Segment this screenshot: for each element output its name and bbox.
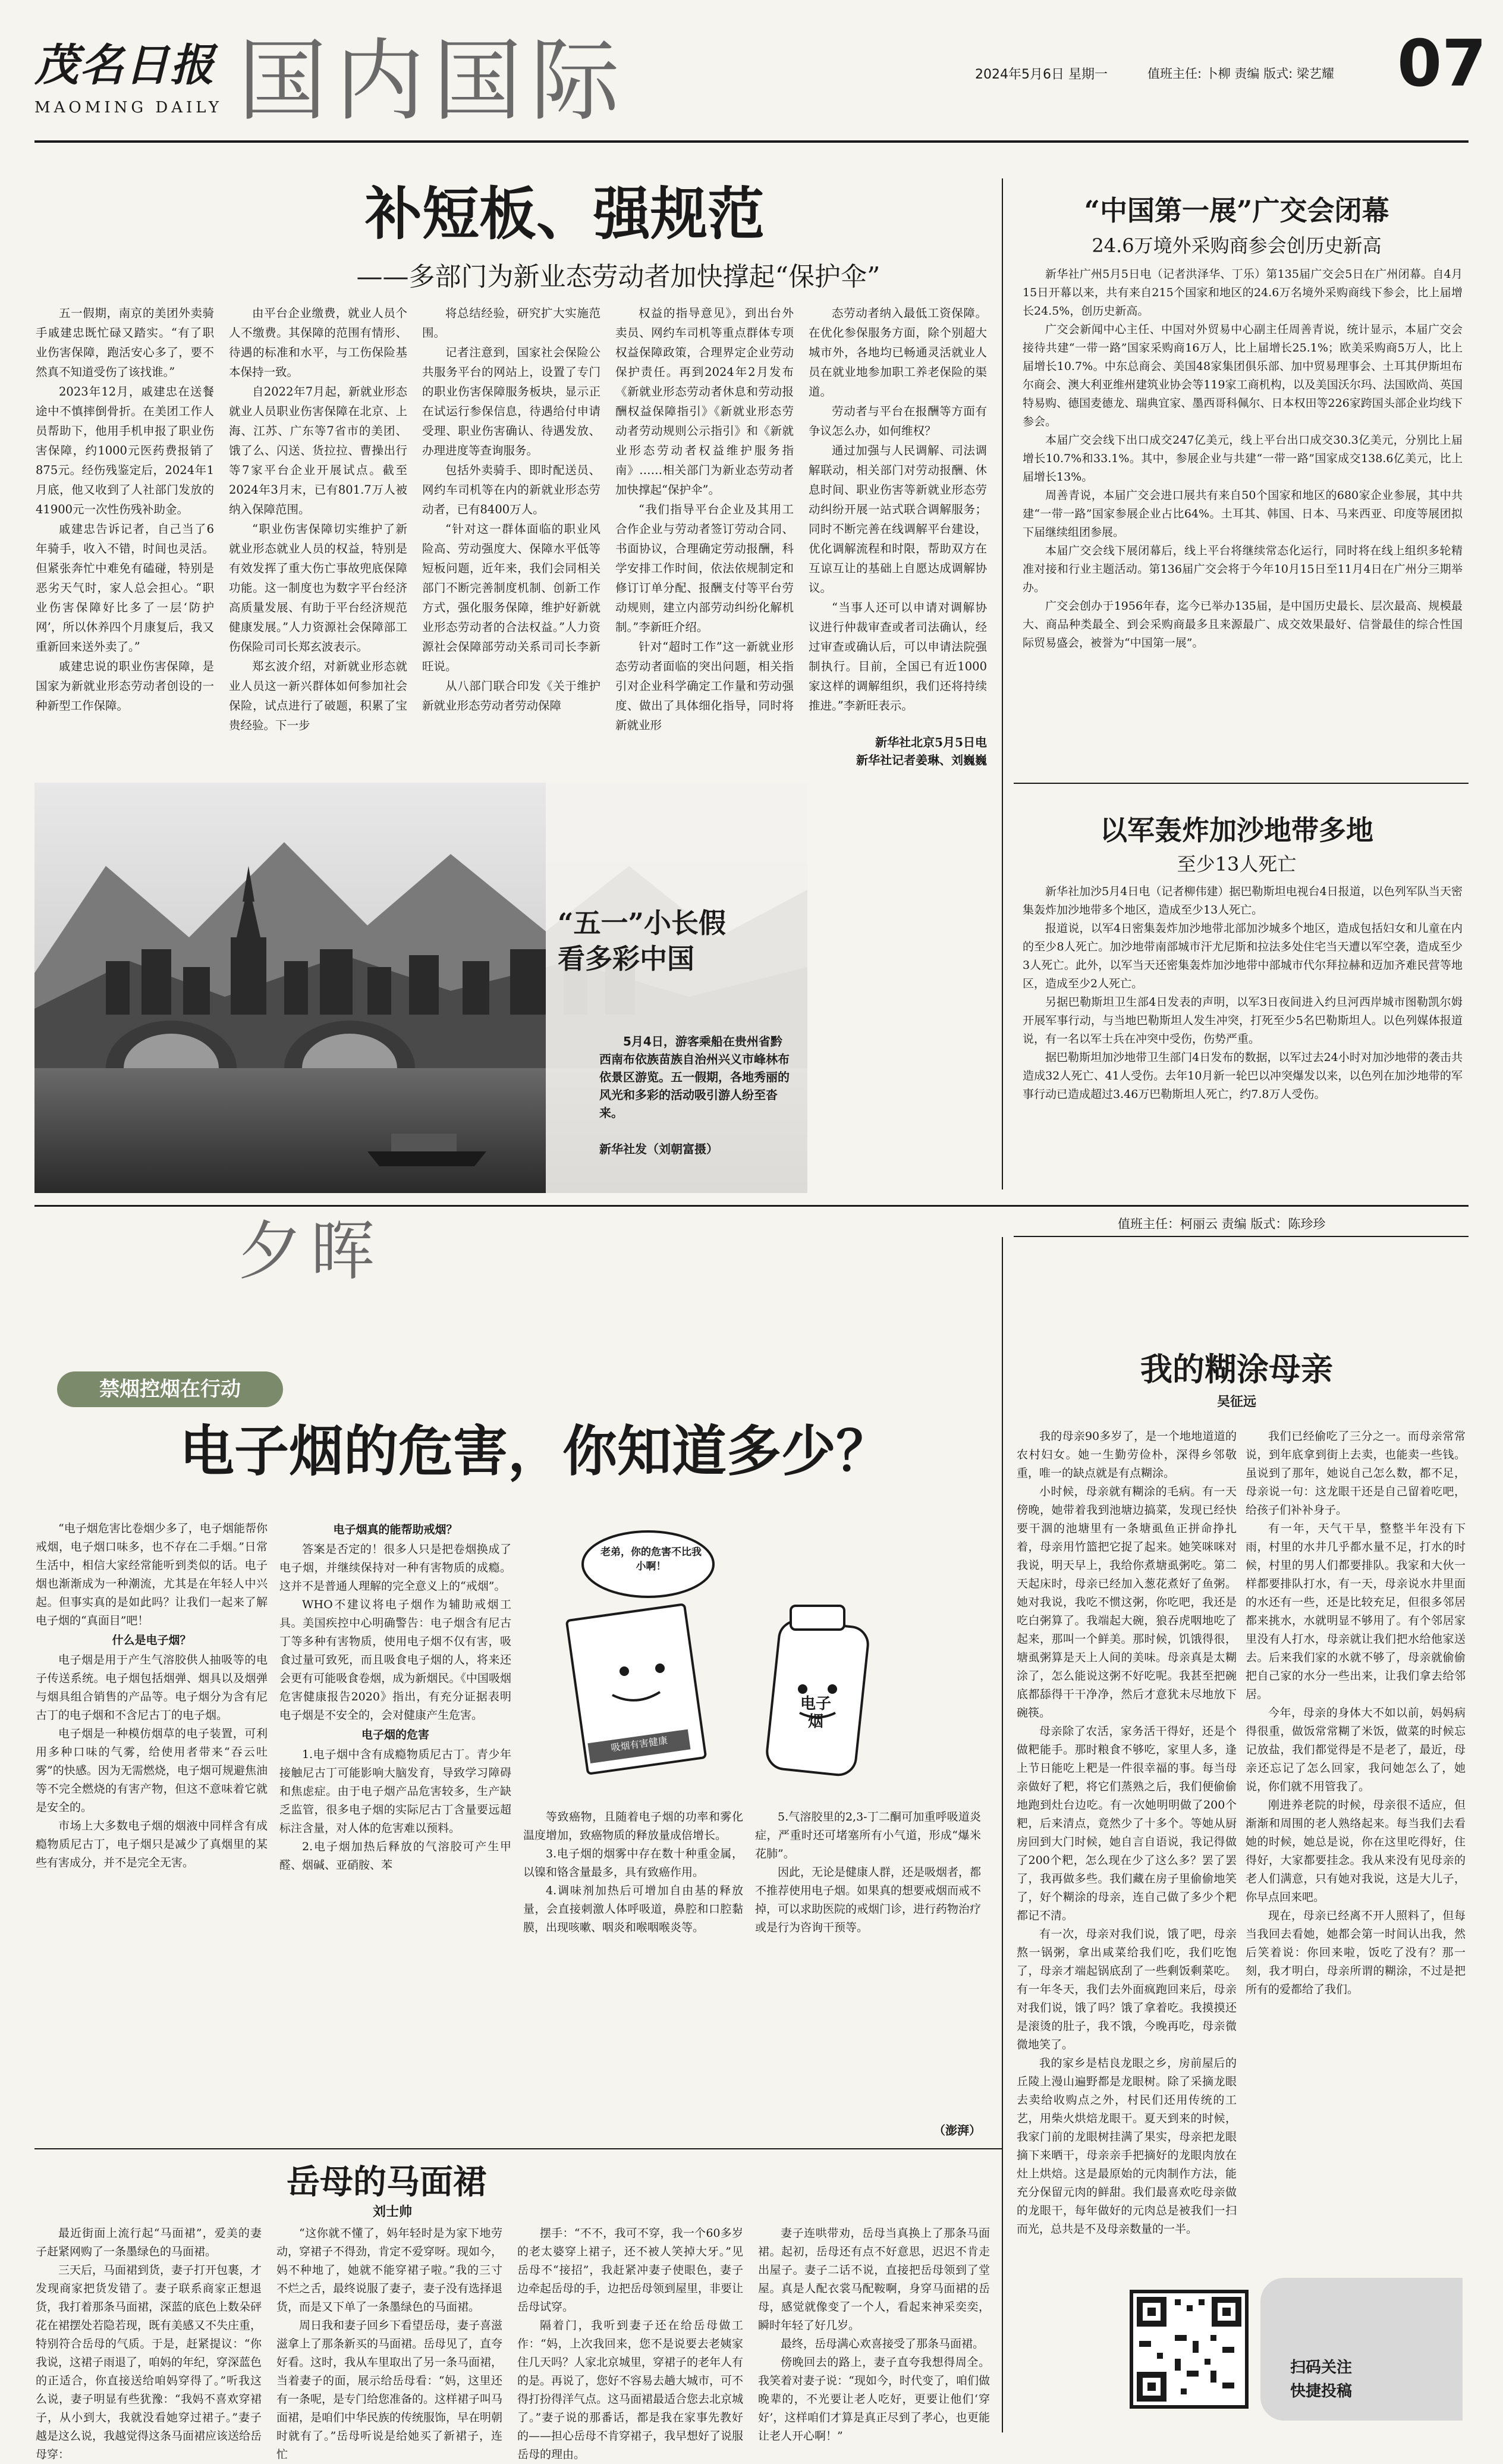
story3-headline: 以军轰炸加沙地带多地 — [1100, 814, 1373, 846]
paragraph: 报道说，以军4日密集轰炸加沙地带北部加沙城多个地区，造成包括妇女和儿童在内的至少8人死亡。加沙地带南部城市汗尤尼斯和拉法多处住宅当天遭以军空袭，造成至少3人死亡。此外，以军当天还密集轰炸加沙地带中部城市代尔拜拉赫和迈加齐难民营等地区，造成至少2人死亡。 — [1023, 922, 1463, 990]
paragraph: 1.电子烟中含有成瘾物质尼古丁。青少年接触尼古丁可能影响大脑发育，导致学习障碍和焦虑症。由于电子烟产品危害较多，生产缺乏监管，很多电子烟的实际尼古丁含量要远超标注含量，对人体的危害难以预料。 — [279, 1748, 511, 1835]
paragraph: 周善青说，本届广交会进口展共有来自50个国家和地区的680家企业参展，其中共建“一带一路”国家参展企业占比64%。土耳其、韩国、日本、马来西亚、印度等展团拟下届继续组团参展。 — [1023, 489, 1463, 539]
skirt-col2 — [276, 2224, 503, 2461]
story-divider — [1014, 783, 1469, 784]
paragraph: 傍晚回去的路上，妻子直夸我想得周全。我笑着对妻子说：“现如今，时代变了，咱们做晚辈的，不光要让老人吃好，更要让他们‘穿好’，这样咱们才算是真正尽到了孝心，也更能让老人开心啊！” — [758, 2356, 990, 2443]
story1-subhead: ——多部门为新业态劳动者加快撑起“保护伞” — [356, 262, 881, 292]
skirt-col3 — [517, 2224, 744, 2461]
cartoon-bubble-text: 老弟，你的危害不比我小啊！ — [600, 1546, 702, 1572]
ecig-headline: 电子烟的危害，你知道多少？ — [179, 1419, 891, 1483]
paragraph: 3.电子烟的烟雾中存在数十种重金属，以镍和铬含量最多，具有致癌作用。 — [523, 1847, 743, 1879]
skirt-col4-text — [758, 2224, 990, 2444]
paragraph: 电子烟是用于产生气溶胶供人抽吸等的电子传送系统。电子烟包括烟弹、烟具以及烟弹与烟具组合销售的产品等。电子烟分为含有尼古丁的电子烟和不含尼古丁的电子烟。 — [36, 1653, 268, 1722]
subheading: 电子烟的危害 — [361, 1728, 429, 1741]
paragraph: 新华社加沙5月4日电（记者柳伟建）据巴勒斯坦电视台4日报道，以色列军队当天密集轰炸加沙地带多个地区，造成至少13人死亡。 — [1023, 885, 1463, 916]
paragraph: 劳动者与平台在报酬等方面有争议怎么办，如何维权？ — [809, 404, 987, 438]
paragraph: 答案是否定的！很多人只是把卷烟换成了电子烟，并继续保持对一种有害物质的成瘾。这并不是普通人理解的完全意义上的“戒烟”。 — [279, 1543, 511, 1593]
paragraph: 针对“超时工作”这一新就业形态劳动者面临的突出问题，相关指引对企业科学确定工作量和劳动强度、做出了具体细化指导，同时将新就业形 — [615, 640, 794, 732]
paragraph: 等致癌物，且随着电子烟的功率和雾化温度增加，致癌物质的释放量成倍增长。 — [523, 1810, 743, 1842]
paragraph: “职业伤害保障切实维护了新就业形态就业人员的权益，特别是有效发挥了重大伤亡事故兜底保障功能。这一制度也为数字平台经济高质量发展、有助于平台经济规范健康发展。”人力资源社会保障部工伤保险司司长郑玄波表示。 — [229, 522, 407, 654]
story1-col2 — [229, 303, 407, 767]
paragraph: 新华社广州5月5日电（记者洪泽华、丁乐）第135届广交会5日在广州闭幕。自4月15日开幕以来，共有来自215个国家和地区的24.6万名境外采购商线下参会，比上届增长24.5%，创历史新高。 — [1023, 268, 1463, 318]
mom-author: 吴征远 — [1216, 1394, 1256, 1410]
paragraph: 有一年，天气干旱，整整半年没有下雨，村里的水井几乎都水量不足，打水的时候，村里的男人们都要排队。我家和大伙一样都要排队打水，有一天，母亲说水井里面的水还有一些，还是比较充足，但很多邻居都来挑水，水就明显不够用了。有个邻居家里没有人打水，母亲就让我们把水给他家送去。后来我们家的水就不够了，母亲就偷偷把自己家的水分一些出来，让我们拿去给邻居。 — [1246, 1522, 1466, 1701]
paragraph: 戚建忠告诉记者，自己当了6年骑手，收入不错，时间也灵活。但紧张奔忙中难免有磕碰，特别是恶劣天气时，家人总会担心。“职业伤害保障好比多了一层‘防护网’，所以休养四个月康复后，我又重新回来送外卖了。” — [36, 522, 214, 654]
paragraph: 2023年12月，戚建忠在送餐途中不慎摔倒骨折。在美团工作人员帮助下，他用手机申报了职业伤害保障，约1000元医药费报销了875元。经伤残鉴定后，2024年1月底，他又收到了人社部门发放的41900元一次性伤残补助金。 — [36, 385, 214, 516]
paragraph: 五一假期，南京的美团外卖骑手戚建忠既忙碌又踏实。“有了职业伤害保障，跑活安心多了，要不然真不知道受伤了该找谁。” — [36, 306, 214, 379]
paragraph: 由平台企业缴费，就业人员个人不缴费。其保障的范围有情形、待遇的标准和水平，与工伤保险基本保持一致。 — [229, 306, 407, 379]
paragraph: 小时候，母亲就有糊涂的毛病。有一天傍晚，她带着我到池塘边搞菜，发现已经快要干涸的池塘里有一条塘虱鱼正拼命挣扎着，母亲用竹篮把它捉了起来。她笑咪咪对我说，明天早上，我给你煮塘虱粥吃。第二天起床时，母亲已经加入葱花煮好了鱼粥。她对我说，我吃不惯这粥，你吃吧，我还是吃白粥算了。我端起大碗，狼吞虎咽地吃了起来，那叫一个鲜美。那时候，饥饿得很，塘虱粥算是天上人间的美味。母亲真是太糊涂了，怎么能说这粥不好吃呢。我甚至把碗底都舔得干干净净，然后才意犹未尽地放下碗筷。 — [1017, 1485, 1237, 1719]
paragraph: 记者注意到，国家社会保险公共服务平台的网站上，设置了专门的职业伤害保障服务板块，显示正在试运行参保信息，待遇给付申请受理、职业伤害确认、待遇发放、办理进度等查询服务。 — [422, 346, 600, 457]
paragraph: 最近街面上流行起“马面裙”，爱美的妻子赶紧网购了一条墨绿色的马面裙。 — [36, 2227, 262, 2258]
page-number: 07 — [1397, 27, 1487, 101]
section-2-rule — [1014, 1236, 1469, 1237]
story2-subhead: 24.6万境外采购商参会创历史新高 — [1092, 234, 1382, 257]
mom-col1 — [1017, 1427, 1237, 2438]
skirt-author: 刘士帅 — [372, 2204, 412, 2220]
section-rule — [34, 1205, 1469, 1207]
qr-label-2: 快捷投稿 — [1290, 2383, 1353, 2400]
paragraph: 市场上大多数电子烟的烟液中同样含有成瘾物质尼古丁，电子烟只是减少了真烟里的某些有害成分，并不是完全无害。 — [36, 1819, 268, 1869]
paragraph: 有一次，母亲对我们说，饿了吧，母亲熬一锅粥，拿出咸菜给我们吃，我们吃饱了，母亲才端起锅底刮了一些剩饭剩菜吃。有一年冬天，我们去外面疯跑回来后，母亲对我们说，饿了吗？饿了拿着吃。我摸摸还是滚烫的肚子，我不饿，今晚再吃，母亲微微地笑了。 — [1017, 1928, 1237, 2051]
paragraph: 周日我和妻子回乡下看望岳母，妻子喜滋滋拿上了那条新买的马面裙。岳母见了，直夸好看。这时，我从车里取出了另一条马面裙，当着妻子的面，展示给岳母看：“妈，这里还有一条呢，是专门给您准备的。这样裙子叫马面裙，是咱们中华民族的传统服饰，早在明朝时就有了。”岳母听说是给她买了新裙子，连忙 — [276, 2319, 503, 2461]
cartoon-cig-label: 吸烟有害健康 — [610, 1734, 668, 1754]
section-2-editors: 值班主任：柯丽云 责编 版式：陈珍珍 — [1118, 1217, 1326, 1231]
story1-col4 — [615, 303, 794, 767]
paragraph: WHO不建议将电子烟作为辅助戒烟工具。美国疾控中心明确警告：电子烟含有尼古丁等多种有害物质，使用电子烟不仅有害，吸食过量可致死，而且吸食电子烟的人，将来还会更有可能吸食卷烟，成为新烟民。《中国吸烟危害健康报告2020》指出，有充分证据表明电子烟是不安全的，会对健康产生危害。 — [279, 1598, 511, 1722]
dateline: 2024年5月6日 星期一 — [975, 67, 1108, 82]
paragraph: 现在，母亲已经离不开人照料了，但每当我回去看她，她都会第一时间认出我，然后笑着说：你回来啦，饭吃了没有？那一刻，我才明白，母亲所谓的糊涂，不过是把所有的爱都给了我们。 — [1246, 1909, 1466, 1996]
paragraph: 最终，岳母满心欢喜接受了那条马面裙。 — [781, 2337, 985, 2350]
paragraph: 隔着门，我听到妻子还在给岳母做工作：“妈，上次我回来，您不是说要去老姨家住几天吗？人家北京城里，穿裙子的老年人有的是。再说了，您好不容易去趟大城市，可不得打扮得洋气点。这马面裙最适合您去北京城了。”妻子说的那番话，都是我在家事先教好的——担心岳母不肯穿裙子，我早想好了说服岳母的理由。 — [517, 2319, 744, 2461]
header-rule — [34, 140, 1469, 143]
paragraph: 电子烟是一种模仿烟草的电子装置，可利用多种口味的气雾，给使用者带来“吞云吐雾”的快感。因为无需燃烧，电子烟可规避焦油等不完全燃烧的有害产物，但这不意味着它就是安全的。 — [36, 1727, 268, 1814]
paragraph: 我们已经偷吃了三分之一。而母亲常常说，到年底拿到街上去卖，也能卖一些钱。虽说到了那年，她说自己怎么数，都不足，母亲说一句：这龙眼干还是自己留着吃吧，给孩子们补补身子。 — [1246, 1430, 1466, 1517]
paragraph: 母亲除了农活，家务活干得好，还是个做粑能手。那时粮食不够吃，家里人多，逢上节日能吃上粑是一件很幸福的事。每当母亲做好了粑，将它们蒸熟之后，我们便偷偷地跑到灶台边吃。有一次她明明做了200个粑，后来清点，竟然少了十多个。等她从厨房回到大门时候，她自言自语说，我记得做了200个粑，怎么现在少了这么多？罢了罢了，我再做多些。我们藏在房子里偷偷地笑了，好个糊涂的母亲，连自己做了多少个粑都记不清。 — [1017, 1725, 1237, 1922]
paragraph: 权益的指导意见》，到出台外卖员、网约车司机等重点群体专项权益保障政策，合理界定企业劳动保护责任。再到2024年2月发布《新就业形态劳动者休息和劳动报酬权益保障指引》《新就业形态劳动者劳动规则公示指引》和《新就业形态劳动者权益维护服务指南》……相关部门为新业态劳动者加快撑起“保护伞”。 — [615, 306, 794, 497]
mom-col2 — [1246, 1427, 1466, 2284]
subheading: 什么是电子烟？ — [112, 1634, 191, 1647]
paragraph: 通过加强与人民调解、司法调解联动，相关部门对劳动报酬、休息时间、职业伤害等新就业形态劳动纠纷开展一站式联合调解服务；同时不断完善在线调解平台建设，优化调解流程和时限，帮助双方在互谅互让的基础上自愿达成调解协议。 — [809, 444, 987, 595]
paragraph: 广交会新闻中心主任、中国对外贸易中心副主任周善青说，统计显示，本届广交会接待共建“一带一路”国家采购商16万人，比上届增长25.1%；欧美采购商5万人，比上届增长10.7%。中东总商会、美国48家集团俱乐部、加中贸易理事会、土耳其伊斯坦布尔商会、澳大利亚维州建筑业协会等119家工商机构，以及美国沃尔玛、法国欧尚、英国特易购、德国麦德龙、瑞典宜家、墨西哥科佩尔、日本权田等226家跨国头部企业均线下参会。 — [1023, 323, 1463, 428]
masthead-title: 茂名日报 — [34, 40, 215, 91]
paragraph: 态劳动者纳入最低工资保障。在优化参保服务方面，除个别超大城市外，各地均已畅通灵活就业人员在就业地参加职工养老保险的渠道。 — [809, 306, 987, 398]
qr-pattern — [1133, 2293, 1245, 2405]
page-editors: 值班主任: 卜柳 责编 版式: 梁艺耀 — [1147, 67, 1334, 81]
ecig-col1 — [36, 1520, 268, 2144]
photo-title-2: 看多彩中国 — [558, 943, 694, 975]
ecig-source: （澎湃） — [933, 2123, 981, 2137]
scenic-photo — [34, 783, 807, 1193]
paragraph: 包括外卖骑手、即时配送员、网约车司机等在内的新就业形态劳动者，已有8400万人。 — [422, 463, 600, 516]
mom-headline: 我的糊涂母亲 — [1140, 1350, 1333, 1388]
paragraph: 我的母亲90多岁了，是一个地地道道的农村妇女。她一生勤劳俭朴，深得乡邻敬重，唯一的缺点就是有点糊涂。 — [1017, 1430, 1237, 1480]
paragraph: 广交会创办于1956年春，迄今已举办135届，是中国历史最长、层次最高、规模最大、商品种类最全、到会采购商最多且来源最广、成交效果最好、信誉最佳的综合性国际贸易盛会，被誉为“中国第一展”。 — [1023, 599, 1463, 649]
paragraph: 摆手：“不不，我可不穿，我一个60多岁的老太婆穿上裙子，还不被人笑掉大牙。”见岳母不“接招”，我赶紧冲妻子使眼色，妻子边牵起岳母的手，边把岳母领到屋里，非要让岳母试穿。 — [517, 2227, 744, 2314]
story1-col1 — [36, 303, 214, 767]
ecig-col4 — [755, 1808, 981, 2117]
story1-byline-2: 新华社记者姜琳、刘巍巍 — [856, 753, 987, 767]
paragraph: 将总结经验，研究扩大实施范围。 — [422, 306, 600, 340]
qr-code-icon[interactable] — [1130, 2290, 1249, 2409]
paragraph: 5.气溶胶里的2,3-丁二酮可加重呼吸道炎症，严重时还可堵塞所有小气道，形成“爆米花肺”。 — [755, 1810, 981, 1860]
paragraph: 三天后，马面裙到货，妻子打开包裹，才发现商家把货发错了。妻子联系商家正想退货，我打着那条马面裙，深蓝的底色上数朵砰花在裙摆处若隐若现，既有美感又不失庄重，特别符合岳母的气质。于是，赶紧提议：“你我说，这裙子雨退了，咱妈的年纪，穿深蓝色的正适合，你直接送给咱妈穿得了。”听我这么说，妻子明显有些犹豫：“我妈不喜欢穿裙子，从小到大，我就没看她穿过裙子。”妻子越是这么说，我越觉得这条马面裙应该送给岳母穿： — [36, 2264, 262, 2461]
ecig-col2 — [279, 1520, 511, 2144]
photo-title-1: “五一”小长假 — [558, 907, 726, 939]
qr-label-1: 扫码关注 — [1290, 2359, 1353, 2377]
vertical-divider-2 — [1002, 1237, 1003, 2432]
paragraph: 妻子连哄带劝，岳母当真换上了那条马面裙。起初，岳母还有点不好意思，迟迟不肯走出屋子。妻子二话不说，直接把岳母领到了堂屋。真是人配衣裳马配鞍啊，身穿马面裙的岳母，感觉就像变了一个人，看起来神采奕奕，瞬时年轻了好几岁。 — [758, 2227, 990, 2332]
campaign-tag — [57, 1371, 283, 1407]
cartoon-ecig-label: 电子烟 — [800, 1695, 831, 1731]
ecig-col3 — [523, 1808, 743, 2141]
masthead-logo — [34, 36, 225, 140]
paragraph: 本届广交会线下展闭幕后，线上平台将继续常态化运行，同时将在线上组织多轮精准对接和行业主题活动。第136届广交会将于今年10月15日至11月4日在广州分三期举办。 — [1023, 544, 1463, 594]
paragraph: “我们指导平台企业及其用工合作企业与劳动者签订劳动合同、书面协议，合理确定劳动报酬，科学安排工作时间，依法依规制定和修订订单分配、报酬支付等平台劳动规则，建立内部劳动纠纷化解机制。”李新旺介绍。 — [615, 503, 794, 634]
paragraph: “这你就不懂了，妈年轻时是为家下地劳动，穿裙子不得劲，肯定不爱穿呀。现如今，妈不种地了，她就不能穿裙子啦。”我的三寸不烂之舌，最终说服了妻子，妻子没有选择退货，而是又下单了一条墨绿色的马面裙。 — [276, 2227, 503, 2314]
photo-caption: 5月4日，游客乘船在贵州省黔西南布依族苗族自治州兴义市峰林布依景区游览。五一假期，各地秀丽的风光和多彩的活动吸引游人纷至沓来。 — [599, 1034, 790, 1120]
paragraph: 4.调味剂加热后可增加自由基的释放量，会直接刺激人体呼吸道，鼻腔和口腔黏膜，出现咳嗽、咽炎和喉咽喉炎等。 — [523, 1884, 743, 1934]
skirt-col1 — [36, 2224, 262, 2461]
paragraph: 郑玄波介绍，对新就业形态就业人员这一新兴群体如何参加社会保险，试点进行了破题，积累了宝贵经验。下一步 — [229, 660, 407, 732]
story3-body — [1023, 883, 1463, 1192]
paragraph: “针对这一群体面临的职业风险高、劳动强度大、保障水平低等短板问题，近年来，我们会同相关部门不断完善制度机制、创新工作方式，强化服务保障，维护好新就业形态劳动者的合法权益。”人力资源社会保障部劳动关系司司长李新旺说。 — [422, 522, 600, 673]
campaign-tag-label: 禁烟控烟在行动 — [99, 1377, 241, 1401]
paragraph: “当事人还可以申请对调解协议进行仲裁审查或者司法确认，经过审查或确认后，可以申请法院强制执行。目前，全国已有近1000家这样的调解组织，我们还将持续推进。”李新旺表示。 — [809, 601, 987, 712]
story1-col3 — [422, 303, 600, 767]
paragraph: 另据巴勒斯坦卫生部4日发表的声明，以军3日夜间进入约旦河西岸城市图勒凯尔姆开展军事行动，与当地巴勒斯坦人发生冲突，打死至少5名巴勒斯坦人。以色列媒体报道说，有一名以军士兵在冲突中受伤，伤势严重。 — [1023, 996, 1463, 1046]
section-2-title: 夕晖 — [238, 1214, 383, 1289]
masthead-english: MAOMING DAILY — [34, 99, 223, 117]
paragraph: 因此，无论是健康人群，还是吸烟者，都不推荐使用电子烟。如果真的想要戒烟而戒不掉，可以求助医院的戒烟门诊，进行药物治疗或是行为咨询干预等。 — [755, 1866, 982, 1934]
photo-credit: 新华社发（刘朝富摄） — [599, 1142, 718, 1156]
story1-byline-1: 新华社北京5月5日电 — [875, 735, 987, 749]
vertical-divider — [1002, 178, 1003, 1189]
paragraph: 刚进养老院的时候，母亲很不适应，但渐渐和周围的老人熟络起来。每当我们去看她的时候，她总是说，你在这里吃得好，住得好，大家都要挂念。我从来没有见母亲的老人们满意，只有她对我说，这是大儿子，你早点回来吧。 — [1246, 1798, 1466, 1904]
story1-headline: 补短板、强规范 — [365, 180, 765, 247]
paragraph: 本届广交会线下出口成交247亿美元，线上平台出口成交30.3亿美元，分别比上届增长10.7%和33.1%。其中，参展企业与共建“一带一路”国家成交138.6亿美元，比上届增长13%。 — [1023, 434, 1463, 484]
paragraph: 2.电子烟加热后释放的气溶胶可产生甲醛、烟碱、亚硝胺、苯 — [279, 1840, 511, 1872]
subheading: 电子烟真的能帮助戒烟？ — [333, 1523, 458, 1536]
paragraph: 今年，母亲的身体大不如以前，妈妈病得很重，做饭常常糊了米饭，做菜的时候忘记放盐，我们都觉得是不是老了，最近，母亲还忘记了怎么回家，我问她怎么了，她说，你们就不用管我了。 — [1246, 1706, 1466, 1793]
story2-headline: “中国第一展”广交会闭幕 — [1084, 194, 1389, 227]
story3-subhead: 至少13人死亡 — [1177, 853, 1297, 875]
paragraph: 据巴勒斯坦加沙地带卫生部门4日发布的数据，以军过去24小时对加沙地带的袭击共造成32人死亡、41人受伤。去年10月新一轮巴以冲突爆发以来，以色列在加沙地带的军事行动已造成超过3.46万巴勒斯坦人死亡，约7.8万人受伤。 — [1023, 1051, 1463, 1101]
paragraph: 戚建忠说的职业伤害保障，是国家为新就业形态劳动者创设的一种新型工作保障。 — [36, 660, 214, 712]
story1-col5 — [809, 303, 987, 732]
ecig-cartoon — [523, 1523, 975, 1796]
story2-body — [1023, 265, 1463, 777]
paragraph: 我的家乡是桔良龙眼之乡，房前屋后的丘陵上漫山遍野都是龙眼树。除了采摘龙眼去卖给收购点之外，村民们还用传统的工艺，用柴火烘焙龙眼干。夏天到来的时候，我家门前的龙眼树挂满了果实，母亲把龙眼摘下来晒干，母亲亲手把摘好的龙眼肉放在灶上烘焙。这是最原始的元肉制作方法，能充分保留元肉的鲜甜。我们最喜欢吃母亲做的龙眼干，每年做好的元肉总是被我们一扫而光，总共是不及母亲数量的一半。 — [1017, 2057, 1237, 2236]
section-title: 国内国际 — [238, 30, 628, 133]
skirt-headline: 岳母的马面裙 — [287, 2162, 486, 2202]
paragraph: “电子烟危害比卷烟少多了，电子烟能帮你戒烟，电子烟口味多，也不存在二手烟。”日常生活中，相信大家经常能听到类似的话。电子烟也渐渐成为一种潮流，尤其是在年轻人中兴起。但事实真的是如此吗？让我们一起来了解电子烟的“真面目”吧！ — [36, 1522, 268, 1627]
paragraph: 自2022年7月起，新就业形态就业人员职业伤害保障在北京、上海、江苏、广东等7省市的美团、饿了么、闪送、货拉拉、曹操出行等7家平台企业开展试点。截至2024年3月末，已有801.7万人被纳入保障范围。 — [229, 385, 407, 516]
photo-panel — [546, 783, 807, 1193]
qr-label-panel — [1260, 2278, 1463, 2421]
paragraph: 从八部门联合印发《关于维护新就业形态劳动者劳动保障 — [422, 679, 600, 712]
